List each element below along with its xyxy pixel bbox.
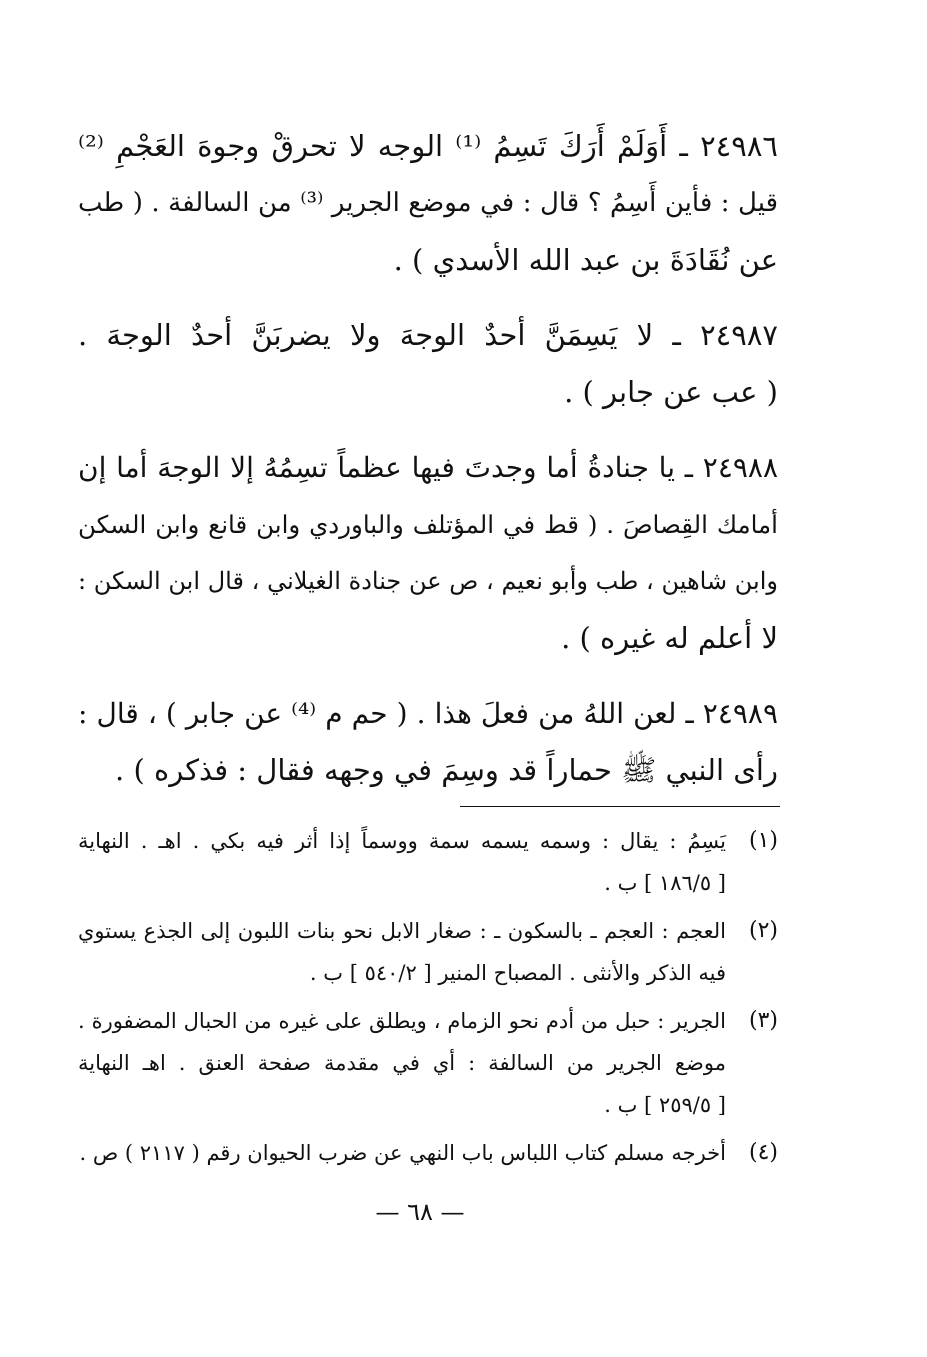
footnote-line: أخرجه مسلم كتاب اللباس باب النهي عن ضرب الحيوان رقم ( ٢١١٧ ) ص . — [79, 1141, 726, 1165]
footnote-body — [78, 820, 726, 904]
footnote-line: يَسِمُ : يقال : وسمه يسمه سمة ووسماً إذا أثر فيه بكي . اهـ . النهاية — [78, 829, 726, 853]
text-line: ٢٤٩٨٨ ـ يا جنادةُ أما وجدتَ فيها عظماً تسِمُهُ إلا الوجهَ أما إن — [78, 451, 778, 484]
hadith-entry-24986 — [78, 118, 778, 289]
footnote-4 — [78, 1132, 778, 1174]
footnote-line: العجم : العجم ـ بالسكون ـ : صغار الابل نحو بنات اللبون إلى الجذع يستوي — [78, 919, 726, 943]
hadith-entry-24989 — [78, 685, 778, 799]
text-line: ٢٤٩٨٧ ـ لا يَسِمَنَّ أحدٌ الوجهَ ولا يضربَنَّ أحدٌ الوجهَ . — [78, 318, 778, 352]
text-line: وابن شاهين ، طب وأبو نعيم ، ص عن جنادة الغيلاني ، قال ابن السكن : — [78, 567, 778, 595]
footnotes — [78, 820, 778, 1180]
footnote-body — [78, 1000, 726, 1126]
footnote-marker: (٤) — [748, 1140, 778, 1165]
footnote-1 — [78, 820, 778, 904]
hadith-entry-24987 — [78, 307, 778, 421]
footnote-line: فيه الذكر والأنثى . المصباح المنير [ ٥٤٠/٢ ] ب . — [309, 961, 726, 985]
text-line: أمامك القِصاصَ . ( قط في المؤتلف والباوردي وابن قانع وابن السكن — [78, 510, 778, 539]
footnote-3 — [78, 1000, 778, 1126]
footnote-2 — [78, 910, 778, 994]
text-line: لا أعلم له غيره ) . — [561, 621, 778, 655]
footnote-body — [78, 910, 726, 994]
footnote-marker: (٢) — [748, 918, 778, 943]
footnote-line: [ ١٨٦/٥ ] ب . — [604, 871, 726, 895]
text-line: قيل : فأين أَسِمُ ؟ قال : في موضع الجرير ⁽³⁾ من السالفة . ( طب — [78, 188, 778, 218]
footnote-line: [ ٢٥٩/٥ ] ب . — [604, 1093, 726, 1117]
footnote-line: موضع الجرير من السالفة : أي في مقدمة صفحة العنق . اهـ النهاية — [78, 1051, 726, 1075]
hadith-text — [78, 118, 778, 817]
footnote-marker: (٣) — [748, 1008, 778, 1033]
text-line: ( عب عن جابر ) . — [564, 375, 778, 409]
footnote-marker: (١) — [748, 828, 778, 853]
page-number: — ٦٨ — — [375, 1198, 465, 1226]
footnote-divider — [460, 806, 780, 807]
footnote-line: الجرير : حبل من أدم نحو الزمام ، ويطلق على غيره من الحبال المضفورة . — [78, 1009, 726, 1033]
footnote-body — [78, 1132, 726, 1174]
text-line: ٢٤٩٨٩ ـ لعن اللهُ من فعلَ هذا . ( حم م ⁽⁴⁾ عن جابر ) ، قال : — [78, 697, 778, 730]
text-line: عن نُقَادَةَ بن عبد الله الأسدي ) . — [393, 243, 778, 277]
hadith-entry-24988 — [78, 439, 778, 667]
text-line: ٢٤٩٨٦ ـ أَوَلَمْ أَرَكَ تَسِمُ ⁽¹⁾ الوجه لا تحرقْ وجوهَ العَجْمِ ⁽²⁾ — [78, 129, 778, 163]
text-line: رأى النبي ﷺ حماراً قد وسِمَ في وجهه فقال : فذكره ) . — [115, 753, 778, 787]
